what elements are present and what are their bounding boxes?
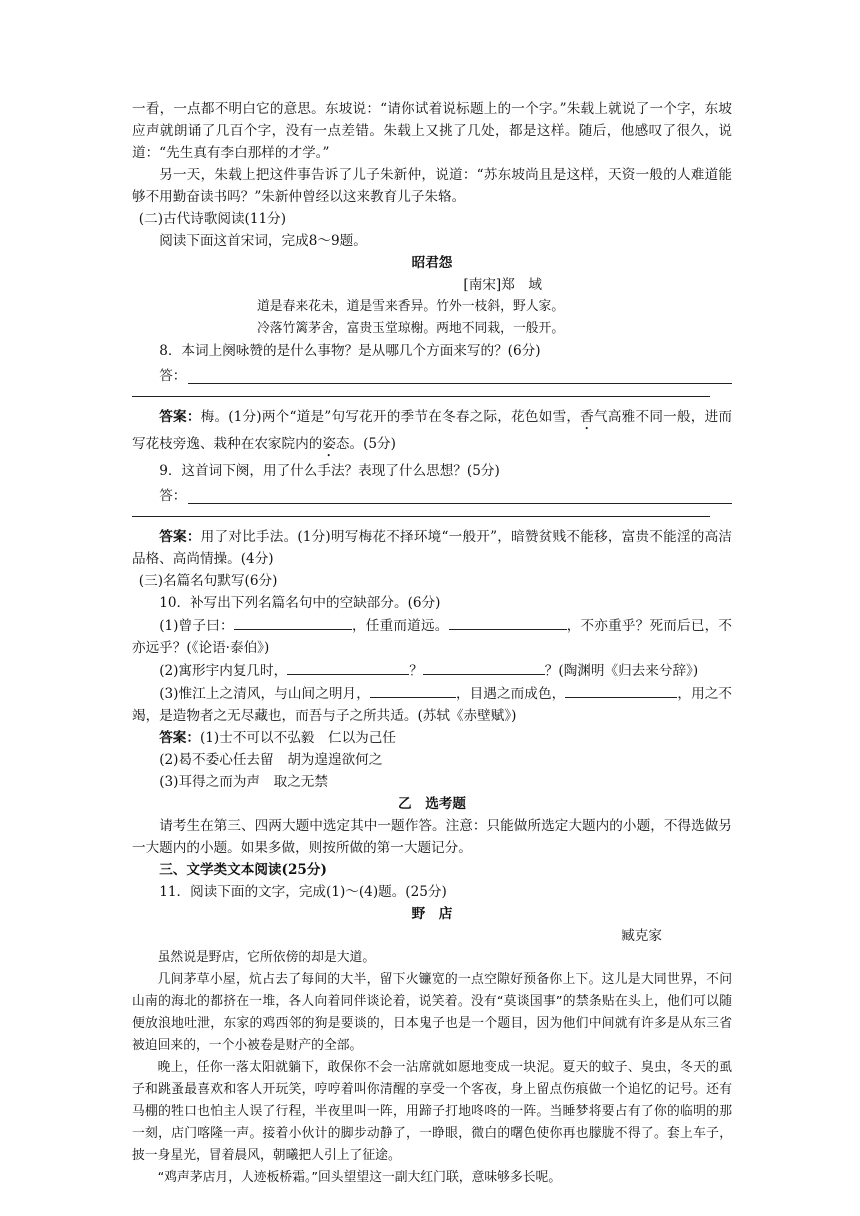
document-page <box>132 98 732 1189</box>
story-end-paragraph-2: 另一天，朱载上把这件事告诉了儿子朱新仲，说道：“苏东坡尚且是这样，天资一般的人难道能够不用勤奋读书吗？”朱新仲曾经以这来教育儿子朱辂。 <box>132 167 732 205</box>
story-author: 臧克家 <box>621 928 662 944</box>
q10-blank-6[interactable] <box>565 682 677 698</box>
q9-question: 9．这首词下阕，用了什么手法？表现了什么思想？(5分) <box>159 463 500 479</box>
part-b-instruction: 请考生在第三、四两大题中选定其中一题作答。注意：只能做所选定大题内的小题，不得选做另一大题内的小题。如果多做，则按所做的第一大题记分。 <box>132 818 732 856</box>
story-paragraph-1: 虽然说是野店，它所依傍的却是大道。 <box>157 950 376 965</box>
q10-answer-2: (2)曷不委心任去留 胡为遑遑欲何之 <box>159 752 383 768</box>
q10-answer-3: (3)耳得之而为声 取之无禁 <box>159 774 328 790</box>
q11-question: 11．阅读下面的文字，完成(1)～(4)题。(25分) <box>159 884 447 900</box>
q10-answer-label: 答案： <box>159 730 200 746</box>
section2-intro: 阅读下面这首宋词，完成8～9题。 <box>159 233 367 249</box>
poem-line-1: 道是春来花未，道是雪来香异。竹外一枝斜，野人家。 <box>257 299 565 314</box>
story-title: 野 店 <box>411 906 453 922</box>
q10-blank-4[interactable] <box>423 659 545 675</box>
q10-blank-2[interactable] <box>449 614 567 630</box>
q8-answer-line-2[interactable] <box>132 384 732 406</box>
q9-answer-line-2[interactable] <box>132 504 732 526</box>
part-b-heading: 三、文学类文本阅读(25分) <box>159 862 327 878</box>
q9-answer-label: 答案： <box>159 529 201 545</box>
q10-question: 10．补写出下列名篇名句中的空缺部分。(6分) <box>159 595 441 611</box>
poem-author: [南宋]郑 域 <box>463 277 542 293</box>
q9-answer-prompt: 答： <box>159 488 187 504</box>
section3-heading: (三)名篇名句默写(6分) <box>138 573 278 589</box>
part-b-title: 乙 选考题 <box>398 796 466 812</box>
story-end-paragraph-1: 一看，一点都不明白它的意思。东坡说：“请你试着说标题上的一个字。”朱载上就说了一个字，东坡应声就朗诵了几百个字，没有一点差错。朱载上又挑了几处，都是这样。随后，他感叹了很久，说道：“先生真有李白那样的才学。” <box>132 101 732 161</box>
story-paragraph-2: 几间茅草小屋，炕占去了每间的大半，留下火镰宽的一点空隙好预备你上下。这儿是大同世界，不问山南的海北的都挤在一堆，各人向着同伴谈论着，说笑着。没有“莫谈国事”的禁条贴在头上，他们可以随便放浪地吐泄，东家的鸡西邻的狗是要谈的，日本鬼子也是一个题目，因为他们中间就有许多是从东三省被迫回来的，一个小被卷是财产的全部。 <box>132 972 732 1053</box>
story-paragraph-3: 晚上，任你一落太阳就躺下，敢保你不会一沾席就如愿地变成一块泥。夏天的蚊子、臭虫，冬天的虱子和跳蚤最喜欢和客人开玩笑，哼哼着叫你清醒的享受一个客夜，身上留点伤痕做一个追忆的记号。还有马棚的牲口也怕主人误了行程，半夜里叫一阵，用蹄子打地咚咚的一阵。当睡梦将要占有了你的临明的那一刻，店门喀隆一声。接着小伙计的脚步动静了，一睁眼，微白的曙色使你再也朦胧不得了。套上车子，披一身星光，冒着晨风，朝曦把人引上了征途。 <box>132 1060 732 1163</box>
q8-answer-prompt: 答： <box>159 368 187 384</box>
q8-answer: 答案：梅。(1分)两个“道是”句写花开的季节在冬春之际，花色如雪，香气高雅不同一般，进而写花枝旁逸、栽种在农家院内的姿态。(5分) <box>132 409 733 452</box>
q8-question: 8．本词上阕咏赞的是什么事物？是从哪几个方面来写的？(6分) <box>159 343 541 359</box>
q9-answer-line-1 <box>188 488 732 504</box>
poem-line-2: 冷落竹篱茅舍，富贵玉堂琼榭。两地不同栽，一般开。 <box>257 321 565 336</box>
q8-answer-field[interactable] <box>132 362 732 384</box>
q10-item-3: (3)惟江上之清风，与山间之明月， ，目遇之而成色， ，用之不竭，是造物者之无尽藏也，而吾与子之所共适。(苏轼《赤壁赋》) <box>132 682 732 727</box>
q10-item-2: (2)寓形宇内复几时， ？ ？(陶渊明《归去来兮辞》) <box>132 659 732 682</box>
q10-blank-3[interactable] <box>287 659 409 675</box>
poem-title: 昭君怨 <box>411 255 453 271</box>
q9-answer-field[interactable] <box>132 482 732 504</box>
q8-answer-line-1 <box>188 368 732 384</box>
story-paragraph-4: “鸡声茅店月，人迹板桥霜。”回头望望这一副大红门联，意味够多长呢。 <box>157 1170 562 1185</box>
section2-heading: (二)古代诗歌阅读(11分) <box>138 211 287 227</box>
q10-blank-5[interactable] <box>370 682 456 698</box>
q10-answer-1: 答案：(1)士不可以不弘毅 仁以为己任 <box>159 730 396 746</box>
q9-answer: 答案：用了对比手法。(1分)明写梅花不择环境“一般开”，暗赞贫贱不能移，富贵不能淫的高洁品格、高尚情操。(4分) <box>132 529 733 567</box>
q10-blank-1[interactable] <box>234 614 352 630</box>
q10-item-1: (1)曾子曰： ，任重而道远。 ，不亦重乎？死而后已，不亦远乎？(《论语·泰伯》) <box>132 614 732 659</box>
q8-answer-label: 答案： <box>159 409 201 425</box>
